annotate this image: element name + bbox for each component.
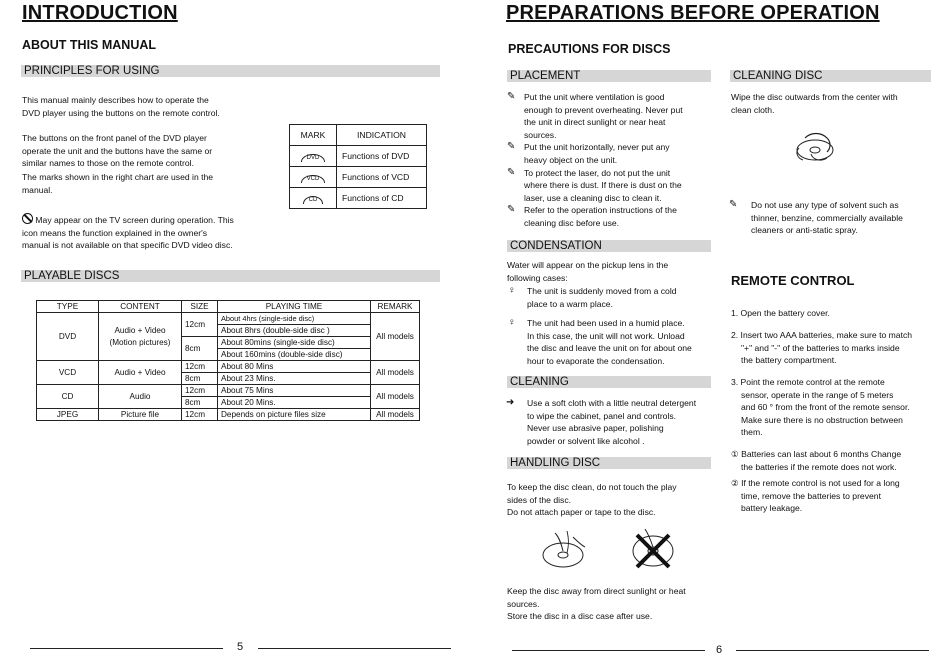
condensation-item: ♀ The unit had been used in a humid place. In this case, the unit will not work. Unload the disc and leave the unit on for about one hour to evaporate the condensation. [508, 317, 692, 366]
mark-indication: Functions of VCD [337, 167, 427, 188]
footer-rule [512, 650, 705, 651]
pen-icon: ✎ [507, 166, 516, 178]
handling-text-storage: Keep the disc away from direct sunlight or heat sources. Store the disc in a disc case after use. [507, 586, 686, 622]
table-row: 8cm About 20 Mins. [37, 397, 420, 409]
page-number: 5 [237, 641, 244, 653]
handling-text: To keep the disc clean, do not touch the play sides of the disc. Do not attach paper or tape to the disc. [507, 482, 677, 518]
content-header: CONTENT [99, 301, 182, 313]
indication-header: INDICATION [337, 125, 427, 146]
placement-list [507, 91, 706, 230]
disc-touch-prohibited-icon [633, 529, 673, 567]
about-manual-heading: ABOUT THIS MANUAL [22, 38, 157, 52]
remote-step: 3. Point the remote control at the remote sensor, operate in the range of 5 meters and 60 ° from the front of the remote sensor. Make sure there is no obstruction between them. [731, 377, 910, 438]
condensation-bar: CONDENSATION [507, 240, 711, 252]
wipe-disc-illustration [791, 124, 843, 170]
mark-indication: Functions of CD [337, 188, 427, 209]
vcd-mark-icon: VCD [301, 175, 326, 183]
principles-bar: PRINCIPLES FOR USING [21, 65, 440, 77]
condensation-intro: Water will appear on the pickup lens in the following cases: [507, 260, 669, 283]
footer-rule [30, 648, 223, 649]
battery-note: ② If the remote control is not used for a long time, remove the batteries to prevent battery leakage. [731, 478, 900, 514]
cleaning-disc-bar: CLEANING DISC [730, 70, 931, 82]
playable-discs-table [36, 300, 420, 421]
cleaning-disc-text: Wipe the disc outwards from the center with clean cloth. [731, 92, 898, 115]
prohibited-icon-paragraph: May appear on the TV screen during operation. This icon means the function explained in the owner's manual is not available on that specific DVD video disc. [22, 215, 234, 251]
page-number: 6 [716, 644, 723, 656]
list-item: ✎ Put the unit horizontally, never put any heavy object on the unit. [507, 141, 670, 165]
bullet-icon: ♀ [508, 317, 516, 328]
playing-time-header: PLAYING TIME [218, 301, 371, 313]
pen-icon: ✎ [507, 141, 516, 153]
precautions-heading: PRECAUTIONS FOR DISCS [508, 42, 671, 56]
dvd-mark-icon: DVD [301, 154, 326, 162]
table-row: DVD Audio + Video (Motion pictures) 12cm About 4hrs (single-side disc) All models [37, 313, 420, 325]
handling-disc-bar: HANDLING DISC [507, 457, 711, 469]
condensation-item: ♀ The unit is suddenly moved from a cold place to a warm place. [508, 285, 677, 309]
cd-mark-icon: CD [303, 196, 324, 204]
cleaning-item: ➜ Use a soft cloth with a little neutral detergent to wipe the cabinet, panel and controls. Never use abrasive paper, polishing powder or solvent like alcohol . [506, 397, 697, 446]
pen-icon: ✎ [729, 199, 738, 210]
battery-note: ① Batteries can last about 6 months Change the batteries if the remote does not work. [731, 449, 902, 472]
solvent-warning: ✎ Do not use any type of solvent such as thinner, benzine, commercially available cleaners or anti-static spray. [729, 199, 903, 236]
remark-header: REMARK [371, 301, 420, 313]
list-item: ✎ Refer to the operation instructions of the cleaning disc before use. [507, 204, 677, 228]
disc-handling-illustration [533, 523, 683, 575]
marks-paragraph: The marks shown in the right chart are used in the manual. [22, 172, 214, 195]
disc-hold-edge-icon [543, 531, 585, 567]
pen-icon: ✎ [507, 91, 516, 102]
list-item: ✎ To protect the laser, do not put the unit where there is dust. If there is dust on the laser, use a cleaning disc to clean it. [507, 166, 682, 203]
list-item: ✎ Put the unit where ventilation is good enough to prevent overheating. Never put the unit in direct sunlight or near heat sources. [507, 91, 683, 140]
table-row: JPEG Picture file 12cm Depends on picture files size All models [37, 409, 420, 421]
page-title-preparations: PREPARATIONS BEFORE OPERATION [506, 2, 880, 24]
prohibited-icon [22, 213, 33, 224]
type-header: TYPE [37, 301, 99, 313]
table-row: CD Audio 12cm About 75 Mins All models [37, 385, 420, 397]
mark-indication: Functions of DVD [337, 146, 427, 167]
footer-rule [258, 648, 451, 649]
size-header: SIZE [182, 301, 218, 313]
page-title-introduction: INTRODUCTION [22, 2, 178, 24]
remote-step: 2. Insert two AAA batteries, make sure to match "+" and "-" of the batteries to marks inside the battery compartment. [731, 330, 913, 366]
table-row: About 8hrs (double-side disc ) [37, 325, 420, 337]
mark-table [289, 124, 427, 209]
table-row: About 160mins (double-side disc) [37, 349, 420, 361]
bullet-icon: ♀ [508, 285, 516, 296]
mark-header: MARK [290, 125, 337, 146]
playable-discs-bar: PLAYABLE DISCS [21, 270, 440, 282]
footer-rule [736, 650, 929, 651]
arrow-icon: ➜ [506, 397, 515, 408]
table-row: 8cm About 80mins (single-side disc) [37, 337, 420, 349]
table-row: 8cm About 23 Mins. [37, 373, 420, 385]
cleaning-bar: CLEANING [507, 376, 711, 388]
placement-bar: PLACEMENT [507, 70, 711, 82]
table-row: VCD Audio + Video 12cm About 80 Mins All models [37, 361, 420, 373]
intro-paragraph: This manual mainly describes how to operate the DVD player using the buttons on the remote control. [22, 95, 220, 118]
pen-icon: ✎ [507, 204, 516, 216]
remote-control-heading: REMOTE CONTROL [731, 273, 855, 288]
front-panel-paragraph: The buttons on the front panel of the DVD player operate the unit and the buttons have the same or similar names to those on the remote control. [22, 133, 213, 169]
remote-step: 1. Open the battery cover. [731, 308, 830, 318]
